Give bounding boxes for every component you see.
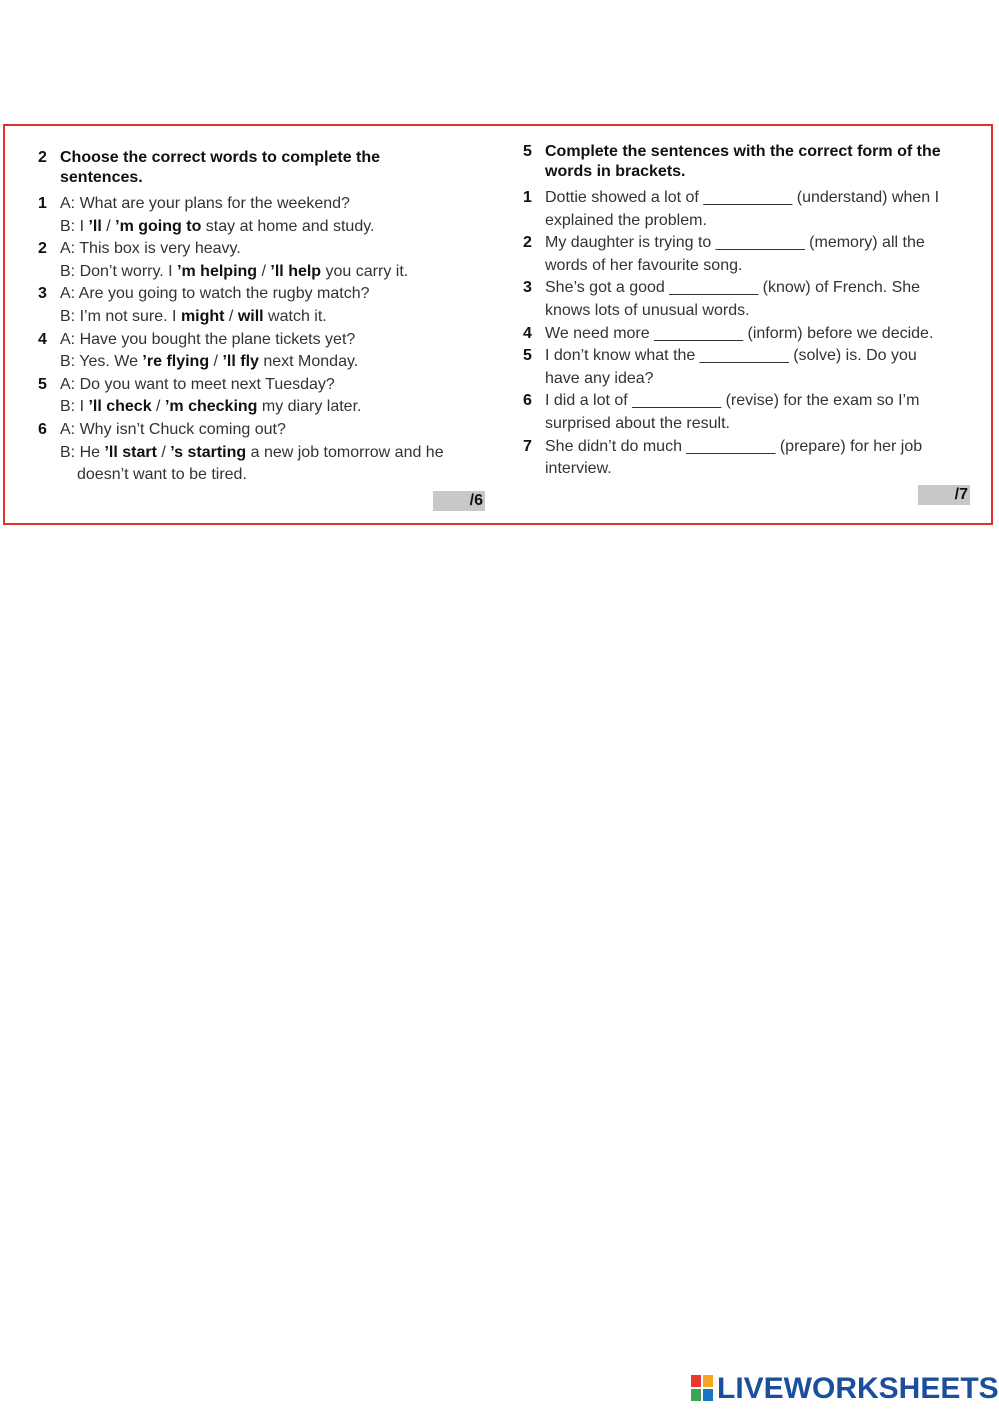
sentence-text: We need more __________ (inform) before we decide.	[545, 324, 934, 342]
logo-tile	[691, 1389, 701, 1401]
brand-wordmark: LIVEWORKSHEETS	[717, 1372, 999, 1405]
exercise-2-heading	[38, 148, 438, 188]
item-answer-choice	[60, 261, 408, 283]
answer-suffix: you carry it.	[321, 262, 409, 280]
option-2[interactable]: ’m checking	[164, 398, 258, 416]
item-answer-choice	[60, 306, 327, 328]
liveworksheets-brand	[691, 1372, 999, 1406]
answer-suffix: stay at home and study.	[201, 217, 375, 235]
speaker-a-line: A: This box is very heavy.	[60, 240, 241, 258]
sentence-text: surprised about the result.	[545, 415, 730, 432]
option-2[interactable]: ’ll fly	[222, 353, 259, 371]
option-separator: /	[257, 262, 271, 280]
option-1[interactable]: ’m helping	[177, 262, 258, 280]
item-number: 4	[523, 324, 532, 342]
item-number: 1	[38, 195, 47, 212]
sentence-text: knows lots of unusual words.	[545, 302, 750, 319]
exercise-5-heading	[523, 142, 963, 182]
speaker-a-line: A: Are you going to watch the rugby match?	[60, 285, 370, 303]
item-number: 6	[523, 392, 532, 410]
sentence-text: Dottie showed a lot of __________ (understand) when I	[545, 189, 940, 206]
sentence-text: I did a lot of __________ (revise) for the exam so I’m	[545, 392, 920, 410]
item-number: 2	[38, 240, 47, 258]
answer-prefix: B: Don’t worry. I	[60, 262, 178, 280]
exercise-number: 5	[523, 143, 532, 160]
item-number: 3	[38, 285, 47, 303]
sentence-text: interview.	[545, 460, 612, 478]
answer-prefix: B: Yes. We	[60, 353, 143, 371]
score-box: /7	[918, 485, 970, 505]
logo-tile	[703, 1375, 713, 1387]
answer-suffix: watch it.	[263, 308, 327, 325]
liveworksheets-logo-icon	[691, 1375, 715, 1403]
option-separator: /	[101, 217, 116, 235]
answer-suffix: a new job tomorrow and he	[246, 443, 444, 461]
option-separator: /	[151, 398, 165, 416]
item-number: 5	[38, 375, 47, 393]
option-1[interactable]: ’ll check	[88, 398, 152, 416]
item-number: 2	[523, 234, 532, 252]
option-separator: /	[209, 353, 223, 371]
speaker-a-line: A: Why isn’t Chuck coming out?	[60, 421, 286, 438]
sentence-text: I don’t know what the __________ (solve) is. Do you	[545, 347, 917, 365]
option-2[interactable]: ’ll help	[270, 262, 322, 280]
option-1[interactable]: ’ll start	[104, 443, 157, 461]
answer-prefix: B: I’m not sure. I	[60, 308, 181, 325]
answer-suffix: my diary later.	[257, 398, 362, 416]
item-number: 1	[523, 189, 532, 206]
speaker-a-line: A: Have you bought the plane tickets yet?	[60, 330, 356, 348]
sentence-text: explained the problem.	[545, 211, 707, 229]
score-box: /6	[433, 491, 485, 511]
sentence-text: have any idea?	[545, 369, 654, 387]
option-1[interactable]: ’re flying	[142, 353, 210, 371]
exercise-instructions: Complete the sentences with the correct form of the words in brackets.	[545, 143, 941, 180]
item-answer-choice	[60, 442, 444, 464]
item-number: 3	[523, 279, 532, 297]
worksheet-frame	[3, 124, 993, 525]
sentence-text: She’s got a good __________ (know) of French. She	[545, 279, 921, 297]
exercise-number: 2	[38, 149, 47, 166]
option-1[interactable]: might	[180, 308, 225, 325]
exercise-instructions: Choose the correct words to complete the sentences.	[60, 149, 381, 186]
option-2[interactable]: ’s starting	[170, 443, 247, 461]
item-number: 7	[523, 437, 532, 455]
answer-prefix: B: I	[60, 217, 89, 235]
sentence-text: words of her favourite song.	[545, 256, 743, 274]
answer-suffix: next Monday.	[258, 353, 359, 371]
option-2[interactable]: ’m going to	[115, 217, 202, 235]
option-1[interactable]: ’ll	[88, 217, 102, 235]
logo-tile	[691, 1375, 701, 1387]
option-2[interactable]: will	[237, 308, 264, 325]
option-separator: /	[224, 308, 238, 325]
sentence-text: My daughter is trying to __________ (memory) all the	[545, 234, 925, 252]
item-answer-choice	[60, 216, 374, 238]
option-separator: /	[156, 443, 171, 461]
answer-prefix: B: I	[60, 398, 89, 416]
item-number: 4	[38, 330, 47, 348]
logo-tile	[703, 1389, 713, 1401]
item-number: 5	[523, 347, 532, 365]
item-answer-choice	[60, 351, 358, 373]
answer-prefix: B: He	[60, 443, 105, 461]
speaker-a-line: A: Do you want to meet next Tuesday?	[60, 375, 335, 393]
sentence-text: She didn’t do much __________ (prepare) for her job	[545, 437, 923, 455]
speaker-a-line: A: What are your plans for the weekend?	[60, 195, 350, 212]
answer-continuation: doesn’t want to be tired.	[77, 466, 247, 484]
item-number: 6	[38, 421, 47, 438]
item-answer-choice	[60, 396, 361, 418]
